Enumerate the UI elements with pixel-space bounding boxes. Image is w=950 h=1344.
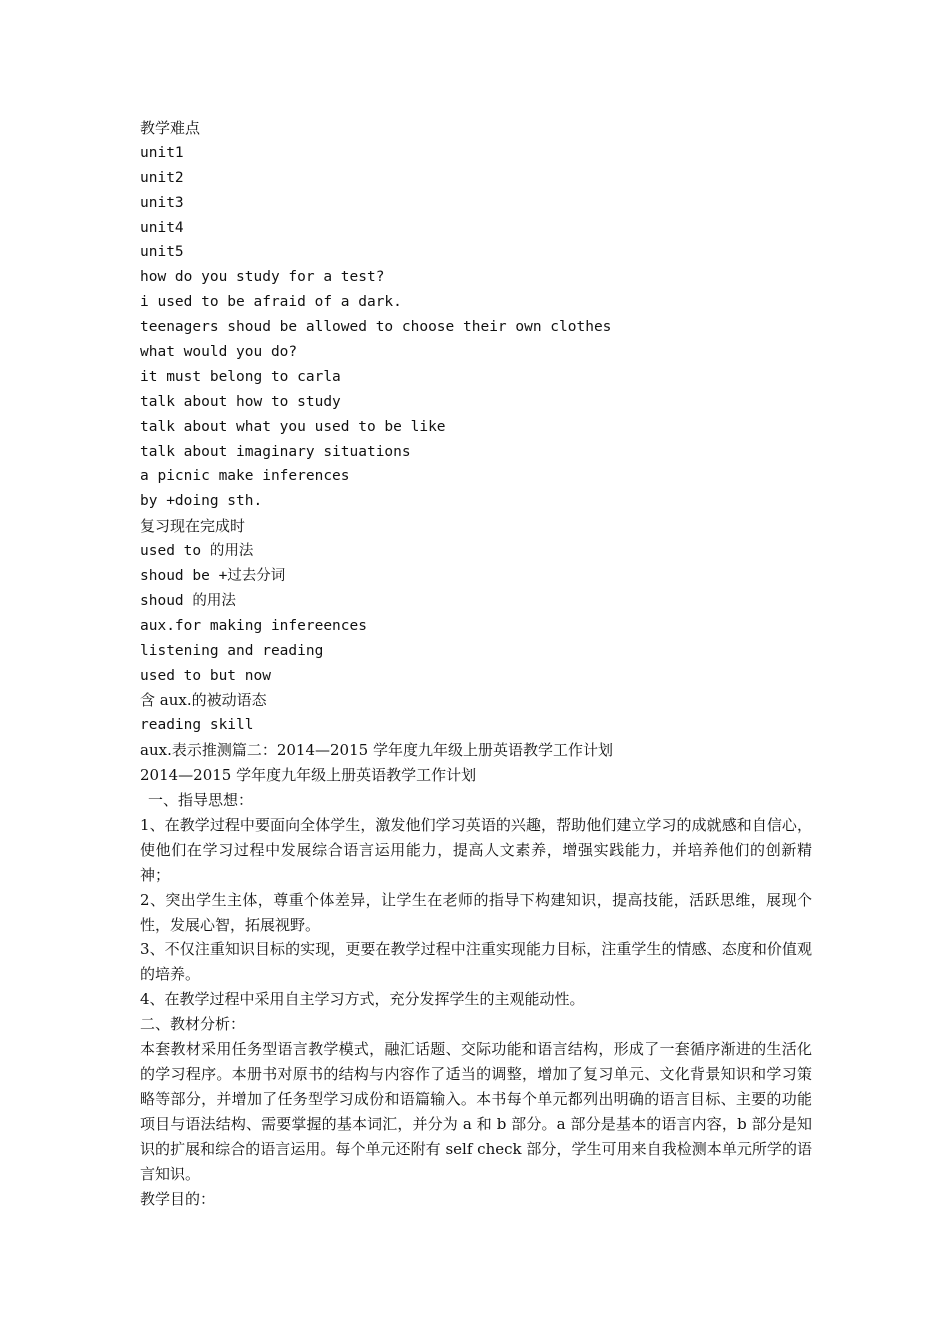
text-line: 复习现在完成时 <box>140 517 246 536</box>
text-line: talk about what you used to be like <box>140 418 446 435</box>
text-line: how do you study for a test? <box>140 269 385 286</box>
text-line: used to 的用法 <box>140 543 254 560</box>
text-line: 一、指导思想： <box>148 791 254 810</box>
text-line: by +doing sth. <box>140 493 263 510</box>
text-line: reading skill <box>140 717 254 734</box>
paragraph: 1、在教学过程中要面向全体学生，激发他们学习英语的兴趣，帮助他们建立学习的成就感和自信心，使他们在学习过程中发展综合语言运用能力，提高人文素养，增强实践能力，并培养他们的创新精神； <box>140 815 812 884</box>
paragraph: 本套教材采用任务型语言教学模式，融汇话题、交际功能和语言结构，形成了一套循序渐进的生活化的学习程序。本册书对原书的结构与内容作了适当的调整，增加了复习单元、文化背景知识和学习策略等部分，并增加了任务型学习成份和语篇输入。本书每个单元都列出明确的语言目标、主要的功能项目与语法结构、需要掌握的基本词汇，并分为 a 和 b 部分。a 部分是基本的语言内容，b 部分是知识的扩展和综合的语言运用。每个单元还附有 self check 部分，学生可用来自我检测本单元所学的语言知识。 <box>140 1040 812 1183</box>
text-line: shoud 的用法 <box>140 592 236 609</box>
text-line: 教学难点 <box>140 119 201 137</box>
text-line: a picnic make inferences <box>140 468 350 485</box>
paragraph: 3、不仅注重知识目标的实现，更要在教学过程中注重实现能力目标，注重学生的情感、态度和价值观的培养。 <box>140 940 812 984</box>
text-line: unit2 <box>140 169 184 186</box>
text-line: unit5 <box>140 244 184 261</box>
text-line: shoud be +过去分词 <box>140 568 286 585</box>
line-list <box>140 116 812 813</box>
paragraph: 2、突出学生主体，尊重个体差异，让学生在老师的指导下构建知识，提高技能，活跃思维，展现个性，发展心智，拓展视野。 <box>140 890 812 934</box>
text-line: unit4 <box>140 219 184 236</box>
text-line: it must belong to carla <box>140 368 341 385</box>
text-line: talk about imaginary situations <box>140 443 411 460</box>
text-line: unit3 <box>140 194 184 211</box>
text-line: 2014—2015 学年度九年级上册英语教学工作计划 <box>140 766 477 785</box>
paragraph-list <box>140 813 812 1212</box>
text-line: listening and reading <box>140 642 324 659</box>
text-line: aux.表示推测篇二：2014—2015 学年度九年级上册英语教学工作计划 <box>140 741 613 760</box>
text-line: unit1 <box>140 144 184 161</box>
paragraph: 教学目的： <box>140 1189 216 1208</box>
text-line: talk about how to study <box>140 393 341 410</box>
paragraph: 4、在教学过程中采用自主学习方式，充分发挥学生的主观能动性。 <box>140 990 585 1009</box>
text-line: aux.for making infereences <box>140 617 367 634</box>
text-line: i used to be afraid of a dark. <box>140 294 402 311</box>
text-line: 含 aux.的被动语态 <box>140 691 267 710</box>
text-line: used to but now <box>140 667 271 684</box>
text-line: teenagers shoud be allowed to choose their own clothes <box>140 319 612 336</box>
document-page <box>140 116 812 1211</box>
paragraph: 二、教材分析： <box>140 1015 246 1034</box>
text-line: what would you do? <box>140 344 298 361</box>
